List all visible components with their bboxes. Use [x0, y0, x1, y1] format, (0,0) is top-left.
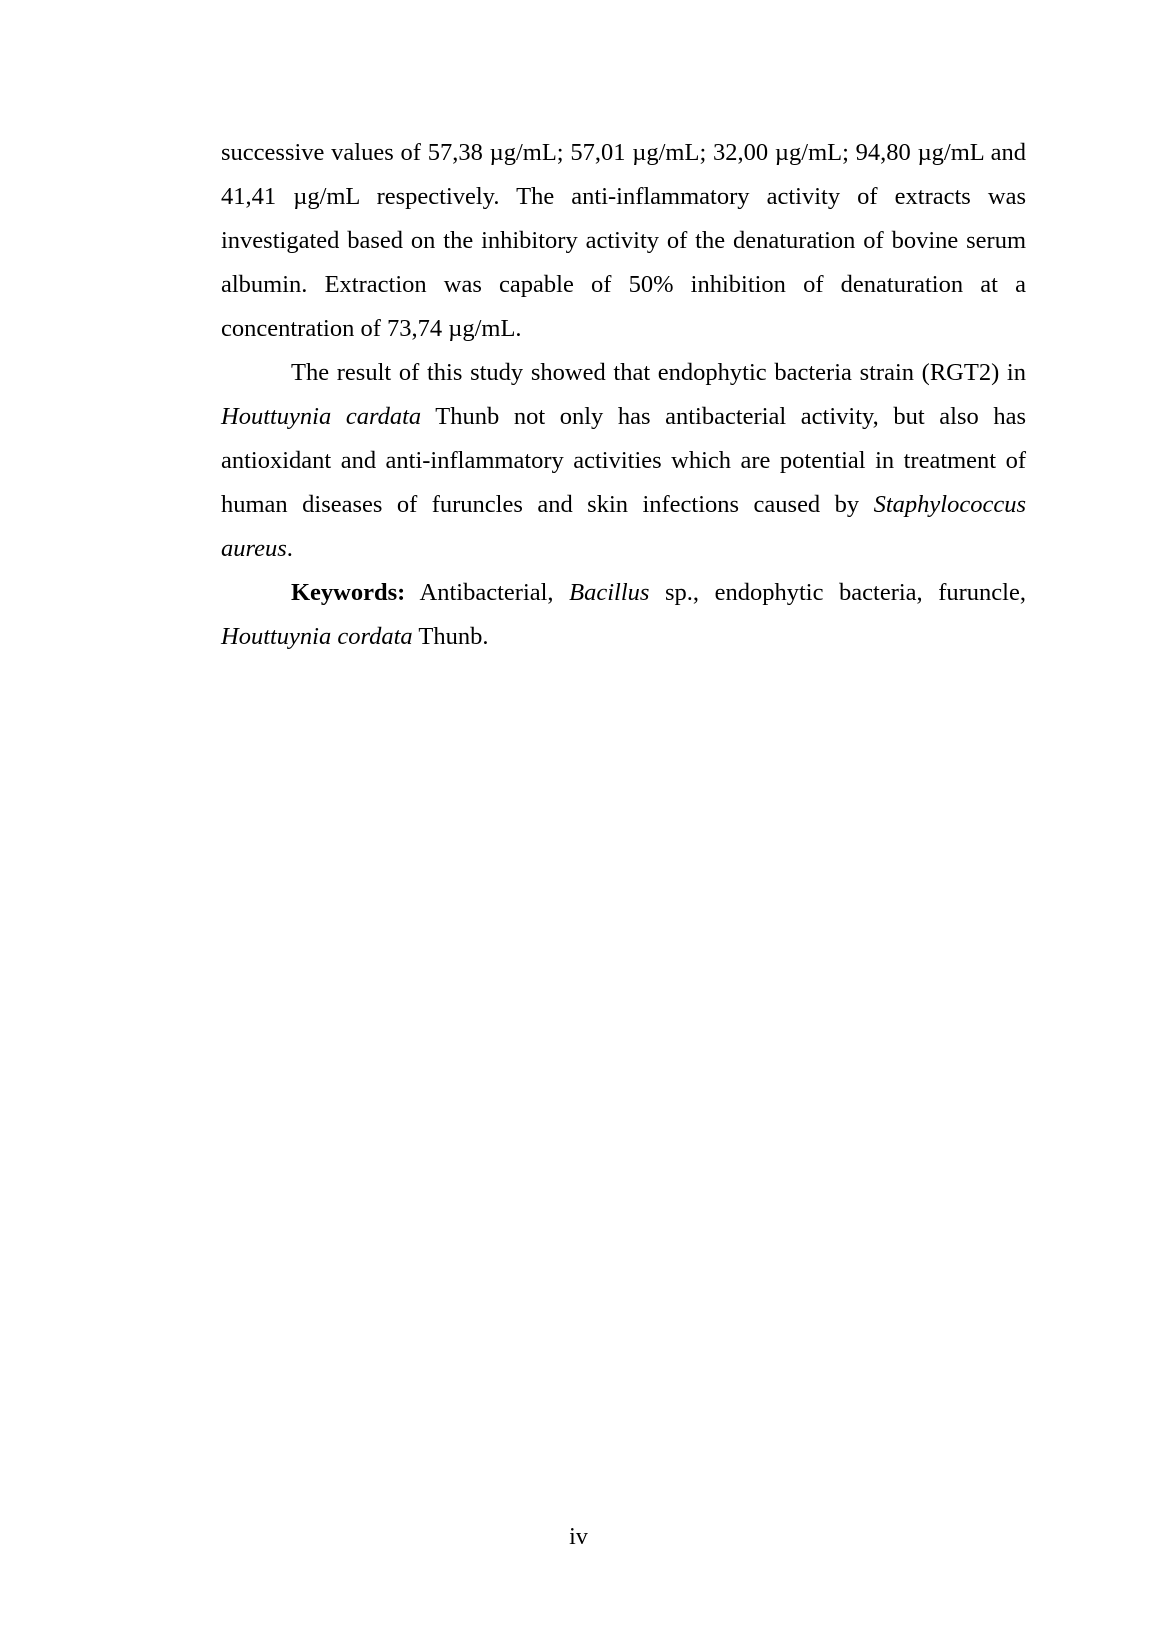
- species-name-staphylococcus: Staphylococcus aureus: [221, 491, 1026, 562]
- keywords-text-3: Thunb.: [412, 623, 489, 650]
- abstract-paragraph-conclusion: [221, 351, 1026, 571]
- conclusion-text-1: The result of this study showed that endophytic bacteria strain (RGT2) in: [291, 359, 1026, 386]
- abstract-paragraph-results: successive values of 57,38 µg/mL; 57,01 µg/mL; 32,00 µg/mL; 94,80 µg/mL and 41,41 µg/mL respectively. The anti-inflammatory activity of extracts was investigated based on the inhibitory activity of the denaturation of bovine serum albumin. Extraction was capable of 50% inhibition of denaturation at a concentration of 73,74 µg/mL.: [221, 139, 1026, 342]
- abstract-body: [221, 131, 1026, 659]
- species-name-houttuynia: Houttuynia cardata: [221, 403, 422, 430]
- conclusion-text-2: Thunb not only has antibacterial activity, but also has antioxidant and anti-inflammatory activities which are potential in treatment of human diseases of furuncles and skin infections caused by: [221, 403, 1026, 518]
- keywords-text-2: sp., endophytic bacteria, furuncle,: [649, 579, 1026, 606]
- keywords-paragraph: [221, 571, 1026, 659]
- keyword-genus-bacillus: Bacillus: [569, 579, 650, 606]
- keyword-species-houttuynia: Houttuynia cordata: [221, 623, 413, 650]
- conclusion-text-3: .: [286, 535, 293, 562]
- keywords-text-1: Antibacterial,: [405, 579, 570, 606]
- keywords-label: Keywords:: [291, 579, 406, 606]
- page-number: iv: [569, 1524, 588, 1550]
